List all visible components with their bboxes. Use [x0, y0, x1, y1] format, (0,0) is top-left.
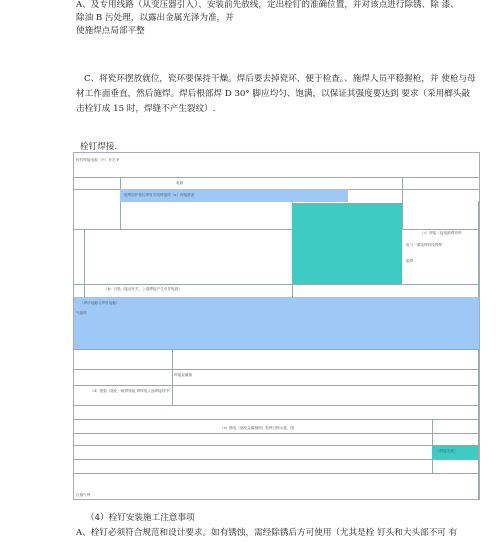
text-line-3: 使施焊点局部平整 [76, 26, 145, 36]
weld-block-mid [292, 229, 402, 284]
text-line-bottom: A、栓钉必须符合规范和设计要求。如有锈蚀，需经除锈后方可使用（尤其是栓 钉头和大头部不可 有 [76, 528, 458, 538]
label-arc-stop: （d）熄弧（熔化一般焊钩接 焊焊电入涂焊接材中） [90, 389, 173, 393]
label-arc-start: （b）引弧（接动开关，上端焊接产生引导电源） [104, 287, 182, 291]
label-weld-c: （c）焊接（接电源焊药焊 [420, 231, 462, 235]
weld-process-figure [73, 152, 480, 500]
label-bottom: 拉锚气焊 [76, 493, 91, 497]
arc-band [74, 297, 479, 349]
figure-heading: 栓钉焊接. [80, 142, 118, 152]
weld-block-top [292, 203, 402, 229]
label-power-off: （e）断电（熔化金属凝固）栓焊过程示意、图 [220, 426, 295, 430]
label-weld-c3: 脱焊 [406, 259, 414, 263]
label-complete: （焊接完成） [436, 449, 458, 453]
paragraph-c: C、将瓷环摆放就位，瓷环要保持干燥。焊后要去掉瓷环，便于检查。、施焊人员平稳握枪，并 使枪与母材工作面垂直，然后施焊。焊后根部焊 D 30° 脚应均匀、饱满，以保证其强度要达到 要求（采用榔头敲击栓钉成 15 时，焊缝不产生裂纹）. [76, 74, 476, 114]
section-title: （4）栓钉安装施工注意事项 [86, 513, 195, 523]
label-prep: 施焊前护栓钉焊材引线焊接焊（a）焊接准备 [124, 193, 195, 197]
label-power: 电源 [176, 181, 184, 185]
label-power-switch: 栓钉焊接电源（不）开关 P [76, 158, 120, 162]
text-line-1: A、及专用线路（从变压器引入）、安装前先放线，定出栓钉的准确位置，并对该点进行除锈、除 漆、 [76, 0, 459, 10]
label-weld-c2: 电与一面电焊材线焊焊 [406, 243, 442, 247]
label-molten: 焊接金属熔 [174, 373, 192, 377]
label-contact: （焊后接触与焊材接触） [80, 301, 120, 305]
text-line-2: 除油 B 污处理，以露出金属光泽为准，并 [76, 13, 234, 23]
label-gas: 气熔焊 [76, 311, 87, 315]
